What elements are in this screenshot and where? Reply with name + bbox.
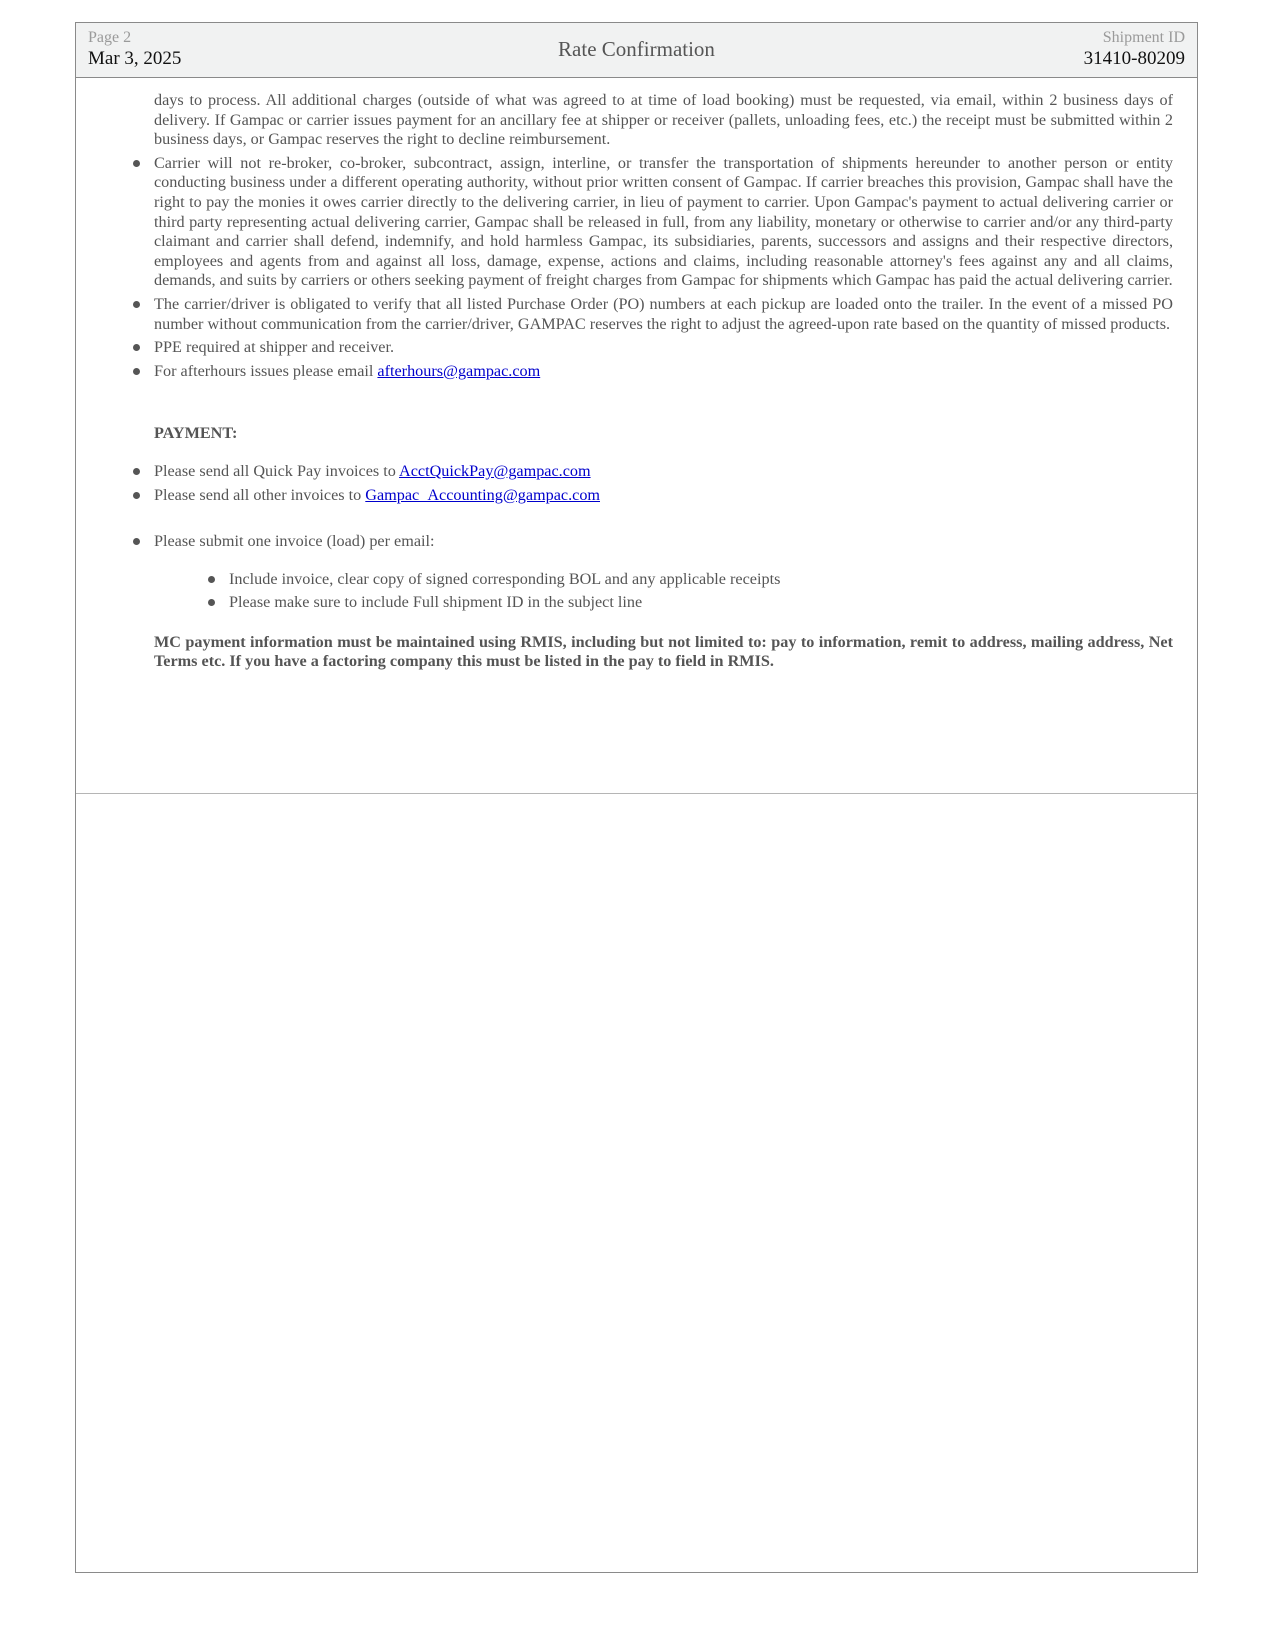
bullet-icon [133, 468, 140, 475]
terms-section [76, 78, 1197, 794]
bullet-icon [133, 160, 140, 167]
list-item [154, 338, 1173, 358]
list-item [154, 486, 1173, 506]
bullet-icon [133, 301, 140, 308]
term-ppe: PPE required at shipper and receiver. [154, 338, 395, 357]
terms-list [154, 154, 1173, 382]
quickpay-email-link[interactable]: AcctQuickPay@gampac.com [399, 461, 591, 480]
bullet-icon [133, 368, 140, 375]
list-item [229, 570, 1173, 590]
document-page [75, 22, 1198, 1573]
afterhours-email-link[interactable]: afterhours@gampac.com [377, 361, 541, 380]
terms-continuation: days to process. All additional charges (outside of what was agreed to at time of load booking) must be requested, via email, within 2 business days of delivery. If Gampac or carrier issues payment for an ancillary fee at shipper or receiver (pallets, unloading fees, etc.) the receipt must be submitted within 2 business days, or Gampac reserves the right to decline reimbursement. [154, 91, 1173, 149]
term-afterhours-text: For afterhours issues please email [154, 361, 378, 380]
shipment-id-label: Shipment ID [1102, 29, 1185, 46]
list-item [229, 593, 1173, 613]
invoice-requirements-list [229, 570, 1173, 613]
list-item [154, 462, 1173, 482]
shipment-info [1084, 29, 1185, 70]
accounting-email-link[interactable]: Gampac_Accounting@gampac.com [365, 485, 600, 504]
list-item [154, 154, 1173, 291]
page-header [76, 23, 1197, 78]
requirement-bol: Include invoice, clear copy of signed corresponding BOL and any applicable receipts [229, 569, 781, 588]
bullet-icon [133, 492, 140, 499]
submit-invoice-text: Please submit one invoice (load) per email: [154, 532, 435, 551]
payment-list [154, 462, 1173, 552]
page-number: Page 2 [88, 29, 132, 46]
bullet-icon [133, 538, 140, 545]
bullet-icon [208, 599, 215, 606]
document-title: Rate Confirmation [558, 37, 715, 61]
term-rebroker: Carrier will not re-broker, co-broker, subcontract, assign, interline, or transfer the transportation of shipments hereunder to another person or entity conducting business under a different operating authority, without prior written consent of Gampac. If carrier breaches this provision, Gampac shall have the right to pay the monies it owes carrier directly to the delivering carrier, in lieu of payment to carrier. Upon Gampac's payment to actual delivering carrier or third party representing actual delivering carrier, Gampac shall be released in full, from any liability, monetary or otherwise to carrier and/or any third-party claimant and carrier shall defend, indemnify, and hold harmless Gampac, its subsidiaries, parents, successors and assigns and their respective directors, employees and agents from and against all loss, damage, expense, actions and claims, including reasonable attorney's fees against any and all claims, demands, and suits by carriers or others seeking payment of freight charges from Gampac for shipments which Gampac has paid the actual delivering carrier. [154, 153, 1173, 290]
bullet-icon [208, 576, 215, 583]
terms-body [154, 91, 1173, 672]
quickpay-text: Please send all Quick Pay invoices to [154, 461, 400, 480]
list-item [154, 295, 1173, 334]
list-item [154, 532, 1173, 552]
rmis-note: MC payment information must be maintained using RMIS, including but not limited to: pay to information, remit to address, mailing address, Net Terms etc. If you have a factoring company this must be listed in the pay to field in RMIS. [154, 632, 1173, 671]
list-item [154, 362, 1173, 382]
requirement-subject-line: Please make sure to include Full shipment ID in the subject line [229, 593, 643, 612]
document-date: Mar 3, 2025 [88, 48, 182, 69]
shipment-id-value: 31410-80209 [1083, 48, 1185, 69]
bullet-icon [133, 344, 140, 351]
term-po-verification: The carrier/driver is obligated to verify that all listed Purchase Order (PO) numbers at each pickup are loaded onto the trailer. In the event of a missed PO number without communication from the carrier/driver, GAMPAC reserves the right to adjust the agreed-upon rate based on the quantity of missed products. [154, 294, 1173, 333]
other-invoices-text: Please send all other invoices to [154, 485, 366, 504]
payment-heading: PAYMENT: [154, 424, 238, 443]
